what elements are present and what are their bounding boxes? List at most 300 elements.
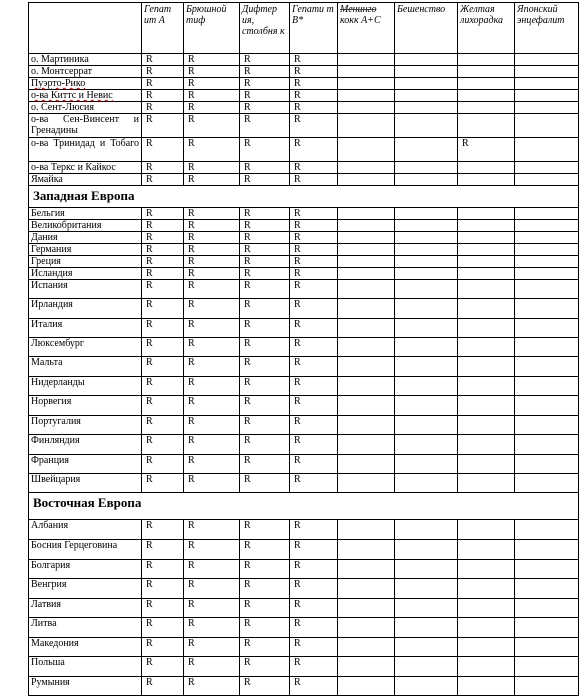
vaccine-cell [515, 90, 579, 102]
country-name: Финляндия [29, 435, 142, 455]
vaccine-cell: R [240, 256, 290, 268]
vaccine-cell: R [240, 377, 290, 396]
vaccine-cell: R [142, 338, 184, 357]
vaccine-cell [338, 455, 395, 474]
vaccine-cell [395, 162, 458, 174]
vaccine-cell [458, 540, 515, 560]
vaccine-cell: R [240, 232, 290, 244]
table-row [29, 256, 579, 268]
vaccine-cell [395, 657, 458, 677]
table-row [29, 638, 579, 657]
vaccine-cell [338, 520, 395, 540]
table-row [29, 416, 579, 435]
vaccine-cell: R [290, 66, 338, 78]
vaccine-cell [395, 256, 458, 268]
vaccine-cell: R [240, 244, 290, 256]
vaccine-cell [458, 416, 515, 435]
country-name: Греция [29, 256, 142, 268]
vaccine-cell [458, 520, 515, 540]
vaccine-cell [515, 174, 579, 186]
vaccine-cell [458, 232, 515, 244]
vaccine-cell: R [184, 435, 240, 455]
vaccine-cell: R [184, 138, 240, 162]
vaccine-cell: R [290, 138, 338, 162]
vaccine-cell [515, 138, 579, 162]
vaccine-cell: R [142, 638, 184, 657]
vaccine-cell: R [240, 618, 290, 638]
country-name: Норвегия [29, 396, 142, 416]
vaccine-cell [338, 396, 395, 416]
vaccine-cell [338, 579, 395, 599]
vaccine-cell [395, 220, 458, 232]
country-name: Литва [29, 618, 142, 638]
vaccine-cell [458, 435, 515, 455]
vaccine-cell: R [240, 357, 290, 377]
vaccine-cell: R [240, 435, 290, 455]
vaccine-cell: R [290, 435, 338, 455]
vaccine-cell: R [142, 299, 184, 319]
table-row [29, 102, 579, 114]
table-row [29, 396, 579, 416]
table-row [29, 54, 579, 66]
region-row [29, 186, 579, 208]
vaccine-cell [395, 232, 458, 244]
header-japanese-encephalitis: Японский энцефалит [515, 3, 579, 54]
country-name: Румыния [29, 677, 142, 696]
vaccine-cell [458, 268, 515, 280]
vaccine-cell: R [142, 579, 184, 599]
vaccine-cell [395, 54, 458, 66]
vaccine-cell [395, 268, 458, 280]
vaccine-cell [458, 280, 515, 299]
vaccine-cell: R [290, 520, 338, 540]
table-row [29, 114, 579, 138]
vaccine-cell [458, 657, 515, 677]
vaccine-cell [458, 357, 515, 377]
table-row [29, 435, 579, 455]
vaccine-cell: R [184, 657, 240, 677]
vaccine-cell [338, 657, 395, 677]
country-name: Албания [29, 520, 142, 540]
vaccine-cell: R [184, 338, 240, 357]
vaccine-cell [395, 90, 458, 102]
vaccine-cell [515, 220, 579, 232]
vaccine-cell [395, 319, 458, 338]
table-row [29, 208, 579, 220]
vaccine-cell [458, 208, 515, 220]
vaccine-cell [338, 338, 395, 357]
vaccine-cell [515, 208, 579, 220]
vaccine-cell: R [184, 455, 240, 474]
vaccine-cell [458, 396, 515, 416]
vaccine-cell [395, 520, 458, 540]
country-name: о-ва Тринидад и Тобаго [29, 138, 142, 162]
vaccine-cell: R [184, 54, 240, 66]
vaccine-cell: R [184, 377, 240, 396]
vaccine-cell: R [142, 599, 184, 618]
vaccine-cell [458, 78, 515, 90]
vaccine-cell [338, 540, 395, 560]
vaccine-cell: R [184, 618, 240, 638]
vaccine-cell [395, 138, 458, 162]
table-row [29, 66, 579, 78]
vaccine-cell: R [184, 78, 240, 90]
vaccine-cell [338, 357, 395, 377]
vaccine-cell: R [240, 338, 290, 357]
vaccine-cell [338, 474, 395, 493]
vaccine-cell [515, 455, 579, 474]
vaccine-cell [458, 579, 515, 599]
vaccine-cell [338, 256, 395, 268]
vaccine-cell [515, 78, 579, 90]
table-row [29, 138, 579, 162]
vaccine-cell [338, 114, 395, 138]
vaccine-cell [515, 162, 579, 174]
vaccine-cell [338, 220, 395, 232]
vaccine-cell: R [184, 396, 240, 416]
table-row [29, 220, 579, 232]
country-name: Босния Герцеговина [29, 540, 142, 560]
vaccine-cell: R [290, 396, 338, 416]
vaccine-cell: R [290, 657, 338, 677]
vaccine-cell: R [290, 677, 338, 696]
vaccine-cell [515, 244, 579, 256]
vaccine-cell: R [290, 540, 338, 560]
vaccine-cell [395, 377, 458, 396]
table-row [29, 319, 579, 338]
header-typhoid: Брюшной тиф [184, 3, 240, 54]
vaccine-cell [458, 638, 515, 657]
vaccine-cell [515, 268, 579, 280]
country-name: Великобритания [29, 220, 142, 232]
vaccine-cell: R [290, 299, 338, 319]
country-name-text: Пуэрто-Рико [31, 78, 86, 89]
vaccine-cell: R [240, 162, 290, 174]
vaccine-cell [515, 599, 579, 618]
vaccine-cell: R [290, 220, 338, 232]
vaccine-cell: R [290, 455, 338, 474]
vaccine-cell: R [184, 244, 240, 256]
vaccine-cell: R [142, 208, 184, 220]
vaccine-cell: R [142, 114, 184, 138]
country-name: Дания [29, 232, 142, 244]
country-name: Нидерланды [29, 377, 142, 396]
vaccine-cell [458, 560, 515, 579]
vaccine-cell [515, 520, 579, 540]
vaccine-cell: R [142, 520, 184, 540]
vaccine-cell: R [142, 377, 184, 396]
vaccine-cell [515, 657, 579, 677]
vaccine-cell [338, 162, 395, 174]
vaccine-cell: R [240, 599, 290, 618]
country-name: Люксембург [29, 338, 142, 357]
vaccine-cell: R [240, 657, 290, 677]
vaccine-cell [515, 299, 579, 319]
country-name: о-ва Теркс и Кайкос [29, 162, 142, 174]
vaccine-cell: R [240, 520, 290, 540]
vaccine-cell: R [142, 455, 184, 474]
vaccine-cell: R [290, 319, 338, 338]
vaccine-cell [395, 174, 458, 186]
vaccine-cell [515, 416, 579, 435]
vaccine-cell: R [184, 268, 240, 280]
vaccine-cell [338, 599, 395, 618]
country-name: Македония [29, 638, 142, 657]
vaccine-cell: R [290, 638, 338, 657]
vaccine-cell: R [142, 256, 184, 268]
vaccine-cell [338, 78, 395, 90]
vaccine-cell [458, 102, 515, 114]
header-diphtheria-tetanus: Дифтер ия, столбня к [240, 3, 290, 54]
vaccine-cell: R [240, 579, 290, 599]
country-name: Мальта [29, 357, 142, 377]
vaccine-cell: R [240, 280, 290, 299]
vaccine-cell [338, 244, 395, 256]
header-country [29, 3, 142, 54]
vaccine-cell [338, 299, 395, 319]
vaccine-cell [338, 280, 395, 299]
vaccine-cell: R [240, 208, 290, 220]
vaccine-cell: R [290, 232, 338, 244]
vaccine-cell [395, 396, 458, 416]
vaccine-cell: R [142, 102, 184, 114]
table-row [29, 455, 579, 474]
vaccine-cell [515, 256, 579, 268]
vaccine-cell [515, 338, 579, 357]
vaccine-cell [395, 66, 458, 78]
table-row [29, 244, 579, 256]
vaccine-cell: R [240, 78, 290, 90]
vaccine-cell: R [290, 338, 338, 357]
vaccine-cell [395, 299, 458, 319]
vaccine-cell: R [290, 78, 338, 90]
table-row [29, 474, 579, 493]
table-row [29, 677, 579, 696]
vaccine-cell: R [240, 66, 290, 78]
vaccine-cell: R [142, 220, 184, 232]
region-row [29, 493, 579, 520]
country-name: Испания [29, 280, 142, 299]
vaccine-cell [395, 78, 458, 90]
vaccine-cell: R [240, 299, 290, 319]
vaccine-cell [395, 599, 458, 618]
vaccine-cell [395, 357, 458, 377]
country-name: Ямайка [29, 174, 142, 186]
vaccine-cell [338, 377, 395, 396]
vaccine-cell [458, 114, 515, 138]
vaccine-cell: R [290, 208, 338, 220]
vaccine-cell: R [142, 657, 184, 677]
country-name: о. Сент-Люсия [29, 102, 142, 114]
vaccine-cell [515, 579, 579, 599]
vaccine-cell: R [142, 90, 184, 102]
vaccine-cell [458, 618, 515, 638]
table-row [29, 377, 579, 396]
vaccine-cell: R [240, 319, 290, 338]
vaccine-cell [515, 319, 579, 338]
vaccine-cell [395, 540, 458, 560]
table-row [29, 90, 579, 102]
table-row [29, 579, 579, 599]
country-name [29, 78, 142, 90]
vaccine-cell: R [184, 90, 240, 102]
vaccine-cell [338, 416, 395, 435]
country-name: Ирландия [29, 299, 142, 319]
vaccine-cell: R [290, 54, 338, 66]
vaccine-cell [458, 474, 515, 493]
vaccine-cell: R [290, 244, 338, 256]
vaccine-cell: R [184, 102, 240, 114]
vaccine-cell [395, 435, 458, 455]
vaccine-cell: R [290, 268, 338, 280]
table-row [29, 78, 579, 90]
vaccine-cell [338, 138, 395, 162]
vaccine-cell: R [240, 540, 290, 560]
vaccine-cell [515, 102, 579, 114]
country-name: Латвия [29, 599, 142, 618]
table-row [29, 540, 579, 560]
vaccine-cell [515, 357, 579, 377]
vaccine-cell: R [290, 174, 338, 186]
vaccine-cell [515, 232, 579, 244]
country-name: Болгария [29, 560, 142, 579]
vaccine-cell: R [184, 599, 240, 618]
vaccine-cell [515, 638, 579, 657]
table-row [29, 162, 579, 174]
vaccine-cell [515, 54, 579, 66]
vaccine-cell [458, 256, 515, 268]
vaccine-cell: R [142, 280, 184, 299]
vaccine-cell: R [290, 256, 338, 268]
vaccine-cell: R [290, 280, 338, 299]
vaccine-cell: R [240, 102, 290, 114]
country-name-text: о-ва Киттс и Невис [31, 90, 113, 101]
vaccine-cell [515, 114, 579, 138]
vaccine-cell [515, 66, 579, 78]
table-row [29, 280, 579, 299]
header-hepatitis-a: Гепат ит А [142, 3, 184, 54]
vaccine-cell [515, 280, 579, 299]
country-name: Швейцария [29, 474, 142, 493]
vaccine-cell [395, 618, 458, 638]
vaccine-cell [458, 299, 515, 319]
vaccine-cell: R [142, 618, 184, 638]
vaccine-cell [395, 102, 458, 114]
vaccine-cell [395, 114, 458, 138]
table-row [29, 657, 579, 677]
vaccine-cell: R [290, 357, 338, 377]
country-name: Франция [29, 455, 142, 474]
header-yellow-fever: Желтая лихорадка [458, 3, 515, 54]
vaccine-cell [458, 220, 515, 232]
table-row [29, 338, 579, 357]
country-name: Германия [29, 244, 142, 256]
vaccine-cell [515, 560, 579, 579]
vaccine-cell [515, 396, 579, 416]
vaccine-cell [458, 599, 515, 618]
vaccine-cell [515, 540, 579, 560]
vaccine-cell: R [240, 138, 290, 162]
vaccine-cell [338, 319, 395, 338]
country-name: Венгрия [29, 579, 142, 599]
vaccine-cell [458, 54, 515, 66]
vaccine-cell: R [240, 220, 290, 232]
vaccine-cell: R [240, 560, 290, 579]
vaccine-cell [338, 174, 395, 186]
vaccine-cell: R [240, 474, 290, 493]
vaccine-cell: R [240, 90, 290, 102]
vaccine-cell: R [184, 299, 240, 319]
vaccine-cell: R [184, 66, 240, 78]
vaccine-cell [395, 638, 458, 657]
vaccine-cell [338, 208, 395, 220]
vaccine-cell: R [240, 396, 290, 416]
vaccine-cell [395, 677, 458, 696]
vaccine-cell: R [184, 208, 240, 220]
header-rabies: Бешенство [395, 3, 458, 54]
vaccine-cell: R [290, 474, 338, 493]
vaccine-cell [515, 618, 579, 638]
vaccine-cell: R [184, 357, 240, 377]
vaccine-cell: R [290, 416, 338, 435]
vaccine-cell [338, 232, 395, 244]
vaccine-cell: R [142, 677, 184, 696]
vaccine-cell: R [290, 579, 338, 599]
vaccine-cell [338, 435, 395, 455]
vaccine-cell: R [184, 677, 240, 696]
vaccine-cell: R [240, 114, 290, 138]
vaccine-cell: R [142, 78, 184, 90]
vaccine-cell [458, 319, 515, 338]
vaccine-cell [395, 244, 458, 256]
vaccine-cell [338, 102, 395, 114]
country-name: о-ва Сен-Винсент и Гренадины [29, 114, 142, 138]
vaccine-cell: R [240, 455, 290, 474]
vaccine-cell: R [184, 280, 240, 299]
vaccine-cell: R [142, 396, 184, 416]
vaccine-cell [395, 474, 458, 493]
vaccine-cell: R [240, 174, 290, 186]
vaccine-cell: R [290, 618, 338, 638]
table-row [29, 618, 579, 638]
vaccine-cell: R [290, 377, 338, 396]
country-name: Бельгия [29, 208, 142, 220]
table-row [29, 299, 579, 319]
vaccine-cell [515, 677, 579, 696]
vaccine-cell: R [290, 90, 338, 102]
region-title: Западная Европа [29, 186, 579, 208]
vaccine-cell: R [184, 174, 240, 186]
table-row [29, 520, 579, 540]
vaccine-cell [338, 90, 395, 102]
table-row [29, 599, 579, 618]
table-row [29, 232, 579, 244]
vaccine-cell: R [142, 66, 184, 78]
vaccine-cell: R [184, 220, 240, 232]
vaccine-cell [338, 560, 395, 579]
region-title: Восточная Европа [29, 493, 579, 520]
vaccine-cell: R [142, 319, 184, 338]
vaccine-cell [395, 579, 458, 599]
vaccine-cell: R [142, 416, 184, 435]
vaccine-cell: R [184, 256, 240, 268]
vaccine-cell: R [142, 138, 184, 162]
vaccine-cell: R [184, 474, 240, 493]
vaccine-cell: R [142, 435, 184, 455]
vaccine-cell: R [142, 560, 184, 579]
vaccine-cell [395, 560, 458, 579]
vaccine-cell: R [142, 54, 184, 66]
